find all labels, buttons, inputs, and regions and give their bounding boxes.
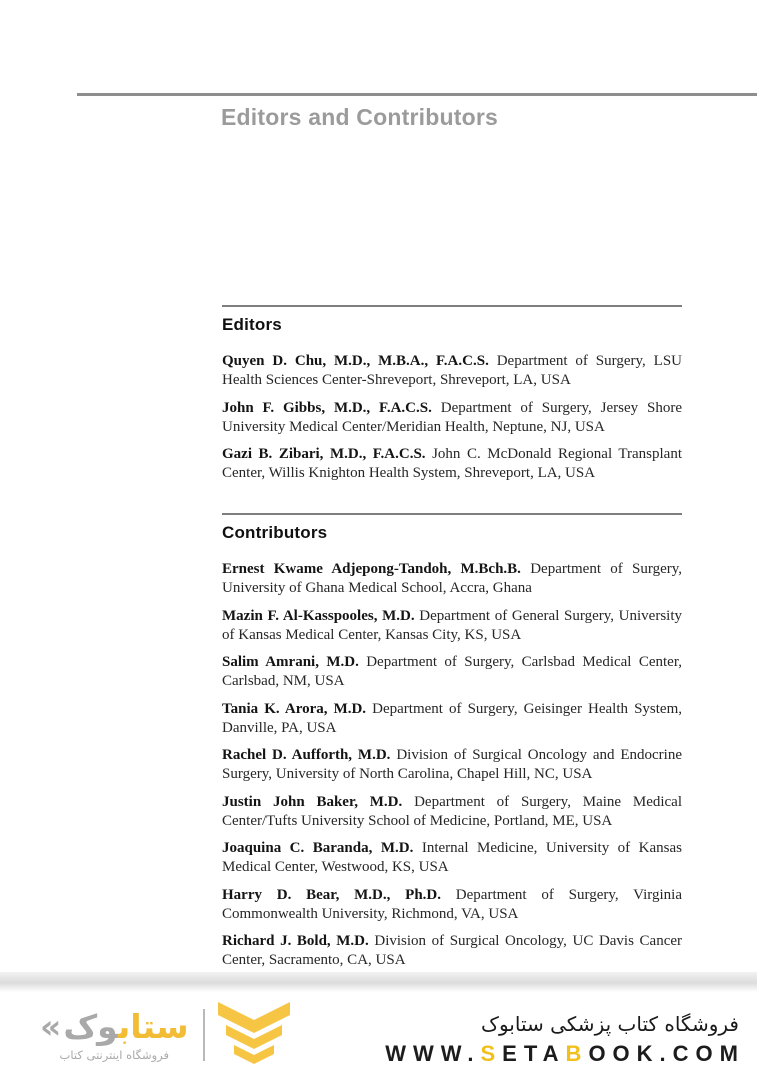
editor-entry	[222, 399, 682, 437]
footer-banner	[0, 992, 757, 1080]
person-affiliation: Department of Surgery, Geisinger Health System, Danville, PA, USA	[222, 700, 683, 736]
chevron-logo-icon	[217, 1002, 291, 1068]
setabook-logo[interactable]	[40, 1002, 291, 1068]
person-name: Justin John Baker, M.D.	[222, 793, 403, 810]
logo-wordmark	[40, 1006, 189, 1046]
person-name: Rachel D. Aufforth, M.D.	[222, 747, 391, 763]
page-title: Editors and Contributors	[221, 104, 498, 130]
content-column	[222, 305, 682, 979]
person-affiliation: Department of Surgery, Jersey Shore University Medical Center/Meridian Health, Neptune, NJ, USA	[222, 399, 682, 435]
person-name: John F. Gibbs, M.D., F.A.C.S.	[222, 399, 432, 416]
editor-entry	[222, 352, 682, 390]
contributor-entry	[222, 839, 682, 877]
store-name-text: فروشگاه کتاب پزشکی ستابوک	[481, 1012, 739, 1036]
person-affiliation: Department of Surgery, Maine Medical Center/Tufts University School of Medicine, Portland, ME, USA	[222, 793, 683, 829]
person-name: Gazi B. Zibari, M.D., F.A.C.S.	[222, 446, 426, 462]
person-affiliation: Division of Surgical Oncology and Endocrine Surgery, University of North Carolina, Chapel Hill, NC, USA	[222, 747, 683, 782]
page-bottom-shadow	[0, 972, 757, 992]
contributor-entry	[222, 560, 682, 598]
contributor-entry	[222, 932, 682, 970]
logo-wordmark-block	[40, 1006, 189, 1062]
contributor-entry	[222, 607, 682, 645]
person-name: Salim Amrani, M.D.	[222, 654, 359, 670]
guillemet-mark: «	[40, 1006, 62, 1046]
editor-entry	[222, 445, 682, 483]
person-affiliation: Department of Surgery, LSU Health Sciences Center-Shreveport, Shreveport, LA, USA	[222, 353, 683, 388]
header-rule	[77, 93, 757, 96]
contributors-section	[222, 513, 682, 970]
person-affiliation: Department of General Surgery, University of Kansas Medical Center, Kansas City, KS, USA	[222, 607, 683, 643]
logo-word: ستابوک	[63, 1006, 189, 1046]
section-heading-contributors: Contributors	[222, 523, 328, 542]
website-text[interactable]: WWW.SETABOOK.COM	[385, 1041, 745, 1066]
person-name: Tania K. Arora, M.D.	[222, 700, 367, 717]
editors-section	[222, 305, 682, 483]
contributor-entry	[222, 886, 682, 924]
person-name: Ernest Kwame Adjepong-Tandoh, M.Bch.B.	[222, 561, 521, 577]
logo-tagline: فروشگاه اینترنتی کتاب	[59, 1047, 169, 1062]
person-affiliation: John C. McDonald Regional Transplant Center, Willis Knighton Health System, Shreveport, LA, USA	[222, 446, 683, 481]
contributor-entry	[222, 653, 682, 691]
person-name: Joaquina C. Baranda, M.D.	[222, 840, 414, 856]
contributor-entry	[222, 746, 682, 784]
person-name: Mazin F. Al-Kasspooles, M.D.	[222, 607, 415, 624]
contributor-entry	[222, 793, 682, 831]
person-name: Quyen D. Chu, M.D., M.B.A., F.A.C.S.	[222, 353, 489, 369]
section-heading-editors: Editors	[222, 315, 282, 334]
contributor-entry	[222, 700, 682, 738]
person-name: Richard J. Bold, M.D.	[222, 933, 369, 949]
person-affiliation: Department of Surgery, Virginia Commonwealth University, Richmond, VA, USA	[222, 886, 683, 922]
person-name: Harry D. Bear, M.D., Ph.D.	[222, 886, 441, 903]
logo-divider	[203, 1009, 205, 1061]
person-affiliation: Department of Surgery, Carlsbad Medical Center, Carlsbad, NM, USA	[222, 654, 682, 689]
person-affiliation: Internal Medicine, University of Kansas Medical Center, Westwood, KS, USA	[222, 840, 682, 875]
footer-store-info	[385, 1012, 745, 1067]
person-affiliation: Department of Surgery, University of Ghana Medical School, Accra, Ghana	[222, 561, 683, 596]
person-affiliation: Division of Surgical Oncology, UC Davis Cancer Center, Sacramento, CA, USA	[222, 933, 682, 968]
